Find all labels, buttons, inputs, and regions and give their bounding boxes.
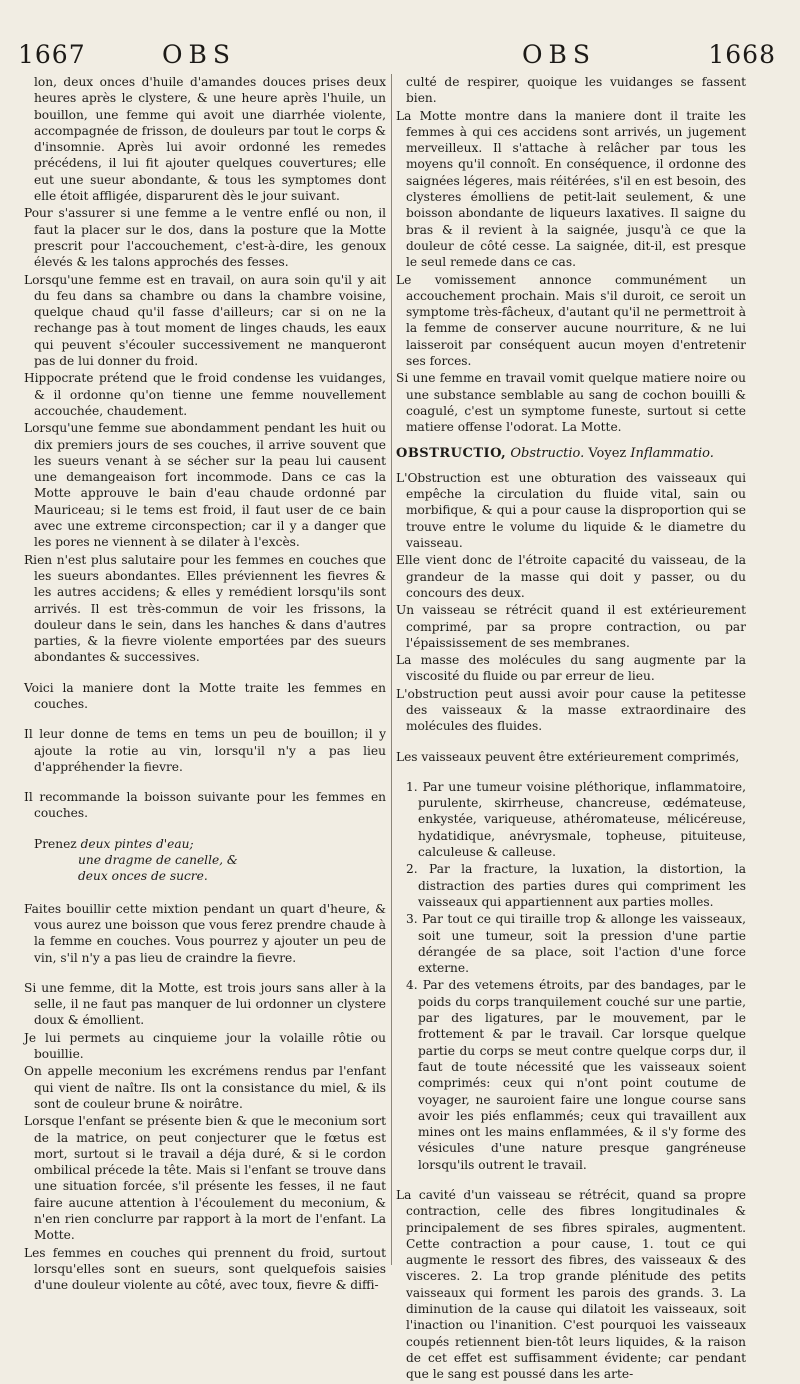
entry-heading	[396, 446, 746, 462]
paragraph: La Motte montre dans la maniere dont il traite les femmes à qui ces accidens sont arrivés, un jugement merveilleux. Il s'attache à relâcher par tous les moyens qu'il connoît. En conséquence, il ordonne des saignées légeres, mais réitérées, s'il en est besoin, des clysteres émolliens de petit-lait seulement, & une boisson abondante de liqueurs laxatives. Il saigne du bras & il revient à la saignée, jusqu'à ce que la douleur de côté cesse. La saignée, dit-il, est presque le seul remede dans ce cas.	[396, 108, 746, 270]
paragraph: La masse des molécules du sang augmente par la viscosité du fluide ou par erreur de lieu.	[396, 653, 746, 684]
column-divider	[391, 74, 392, 1265]
paragraph: La cavité d'un vaisseau se rétrécit, quand sa propre contraction, celle des fibres longitudinales & principalement de ses fibres spirales, augmentent. Cette contraction a pour cause, 1. tout ce qui augmente le ressort des fibres, des vaisseaux & des visceres. 2. La trop grande plénitude des petits vaisseaux qui forment les parois des grands. 3. La diminution de la cause qui dilatoit les vaisseaux, soit l'inaction ou l'inanition. C'est pourquoi les vaisseaux coupés retiennent bien-tôt leurs liquides, & la raison de cet effet est suffisamment évidente; car pendant que le sang est poussé dans les arte-	[396, 1188, 746, 1382]
numbered-item: 2. Par la fracture, la luxation, la distortion, la distraction des parties dures qui compriment les vaisseaux qui appartiennent aux parties molles.	[406, 862, 746, 909]
left-column	[24, 74, 386, 1294]
running-header	[12, 40, 788, 74]
recipe-ingredient: deux onces de sucre.	[78, 869, 208, 884]
paragraph: L'Obstruction est une obturation des vaisseaux qui empêche la circulation du fluide vital, sain ou morbifique, & qui a pour cause la disproportion qui se trouve entre le volume du liquide & le diametre du vaisseau.	[396, 470, 746, 551]
paragraph: L'obstruction peut aussi avoir pour cause la petitesse des vaisseaux & la masse extraordinaire des molécules des fluides.	[396, 686, 746, 734]
numbered-item: 3. Par tout ce qui tiraille trop & allonge les vaisseaux, soit une tumeur, soit la pression d'une partie dérangée de sa place, soit l'action d'une force externe.	[406, 912, 746, 976]
paragraph: Lorsqu'une femme sue abondamment pendant les huit ou dix premiers jours de ses couches, il arrive souvent que les sueurs venant à se sécher sur la peau lui causent une demangeaison fort incommode. Dans ce cas la Motte approuve le bain d'eau chaude ordonné par Mauriceau; si le tems est froid, il faut user de ce bain avec une extreme circonspection; car il y a danger que les pores ne viennent à se dilater à l'excès.	[24, 421, 386, 550]
paragraph: Je lui permets au cinquieme jour la volaille rôtie ou bouillie.	[24, 1030, 386, 1062]
paragraph: Si une femme en travail vomit quelque matiere noire ou une substance semblable au sang de cochon bouilli & coagulé, c'est un symptome funeste, surtout si cette matiere offense l'odorat. La Motte.	[396, 371, 746, 435]
paragraph: Les femmes en couches qui prennent du froid, surtout lorsqu'elles sont en sueurs, sont quelquefois saisies d'une douleur violente au côté, avec toux, fievre & diffi-	[24, 1245, 386, 1293]
paragraph: lon, deux onces d'huile d'amandes douces prises deux heures après le clystere, & une heure après l'huile, un bouillon, une femme qui avoit une diarrhée violente, accompagnée de frisson, de douleurs par tout le corps & d'insomnie. Après lui avoir ordonné les remedes précédens, il lui fit ajouter quelques couvertures; elle eut une sueur abondante, & tous les symptomes dont elle étoit affligée, disparurent dès le jour suivant.	[34, 75, 386, 204]
paragraph: Rien n'est plus salutaire pour les femmes en couches que les sueurs abondantes. Elles préviennent les fievres & les autres accidens; & elles y remédient lorsqu'ils sont arrivés. Il est très-commun de voir les frissons, la douleur dans le sein, dans les hanches & dans d'autres parties, & la fievre violente emportées par des sueurs abondantes & successives.	[24, 552, 386, 665]
entry-cross-reference: Inflammatio.	[630, 445, 714, 461]
recipe-block	[24, 836, 386, 885]
paragraph: Voici la maniere dont la Motte traite les femmes en couches.	[24, 680, 386, 711]
paragraph: Le vomissement annonce communément un accouchement prochain. Mais s'il duroit, ce seroit un symptome très-fâcheux, d'autant qu'il ne permettroit à la femme de conserver aucune nourriture, & ne lui laisseroit par conséquent aucun moyen d'entretenir ses forces.	[396, 272, 746, 369]
paragraph: Pour s'assurer si une femme a le ventre enflé ou non, il faut la placer sur le dos, dans la posture que la Motte prescrit pour l'accouchement, c'est-à-dire, les genoux élevés & les talons approchés des fesses.	[24, 206, 386, 270]
entry-headword: OBSTRUCTIO,	[396, 445, 507, 461]
paragraph: Elle vient donc de l'étroite capacité du vaisseau, de la grandeur de la masse qui doit y passer, ou du concours des deux.	[396, 553, 746, 600]
numbered-item: 1. Par une tumeur voisine pléthorique, inflammatoire, purulente, skirrheuse, chancreuse, œdémateuse, enkystée, variqueuse, athéromateuse, mélicéreuse, hydatidique, anévrysmale, topheuse, pituiteuse, calculeuse & calleuse.	[406, 779, 746, 860]
entry-see-label: Voyez	[584, 445, 631, 461]
paragraph: Si une femme, dit la Motte, est trois jours sans aller à la selle, il ne faut pas manquer de lui ordonner un clystere doux & émollient.	[24, 980, 386, 1028]
right-column	[396, 74, 746, 1384]
paragraph: On appelle meconium les excrémens rendus par l'enfant qui vient de naître. Ils ont la consistance du miel, & ils sont de couleur brune & noirâtre.	[24, 1064, 386, 1111]
paragraph: Faites bouillir cette mixtion pendant un quart d'heure, & vous aurez une boisson que vous ferez prendre chaude à la femme en couches. Vous pourrez y ajouter un peu de vin, s'il n'y a pas lieu de craindre la fievre.	[24, 901, 386, 965]
page-number-left: 1667	[18, 40, 86, 69]
running-word-right: OBS	[522, 40, 596, 69]
page-number-right: 1668	[708, 40, 776, 69]
paragraph: Un vaisseau se rétrécit quand il est extérieurement comprimé, par sa propre contraction, ou par l'épaississement de ses membranes.	[396, 603, 746, 650]
paragraph: culté de respirer, quoique les vuidanges se fassent bien.	[406, 75, 746, 106]
paragraph: Lorsque l'enfant se présente bien & que le meconium sort de la matrice, on peut conjecturer que le fœtus est mort, surtout si le travail a déja duré, & si le cordon ombilical précede la tête. Mais si l'enfant se trouve dans une situation forcée, s'il présente les fesses, il ne faut faire aucune attention à l'écoulement du meconium, & n'en rien conclurre par rapport à la mort de l'enfant. La Motte.	[24, 1114, 386, 1243]
paragraph: Lorsqu'une femme est en travail, on aura soin qu'il y ait du feu dans sa chambre ou dans la chambre voisine, quelque chaud qu'il fasse d'ailleurs; car si on ne la rechange pas à tout moment de linges chauds, les eaux qui peuvent s'écouler successivement ne manqueront pas de lui donner du froid.	[24, 272, 386, 369]
paragraph: Les vaisseaux peuvent être extérieurement comprimés,	[396, 749, 740, 764]
running-word-left: OBS	[162, 40, 236, 69]
numbered-item: 4. Par des vetemens étroits, par des bandages, par le poids du corps tranquilement couché sur une partie, par des ligatures, par le mouvement, par le frottement & par le travail. Car lorsque quelque partie du corps se meut contre quelque corps dur, il faut de toute nécessité que les vaisseaux soient comprimés: ceux qui n'ont point coutume de voyager, ne sauroient faire une longue course sans avoir les piés enflammés; ceux qui travaillent aux mines ont les mains enflammées, & il s'y forme des vésicules d'une nature presque gangréneuse lorsqu'ils outrent le travail.	[406, 978, 746, 1172]
paragraph: Hippocrate prétend que le froid condense les vuidanges, & il ordonne qu'on tienne une femme nouvellement accouchée, chaudement.	[24, 371, 386, 418]
entry-latin-term: Obstructio.	[510, 445, 585, 461]
recipe-lead: Prenez	[34, 836, 77, 851]
paragraph: Il leur donne de tems en tems un peu de bouillon; il y ajoute la rotie au vin, lorsqu'il n'y a pas lieu d'appréhender la fievre.	[24, 727, 386, 774]
recipe-ingredient: une dragme de canelle, &	[78, 853, 238, 868]
paragraph: Il recommande la boisson suivante pour les femmes en couches.	[24, 790, 386, 821]
recipe-ingredient: deux pintes d'eau;	[80, 836, 194, 851]
